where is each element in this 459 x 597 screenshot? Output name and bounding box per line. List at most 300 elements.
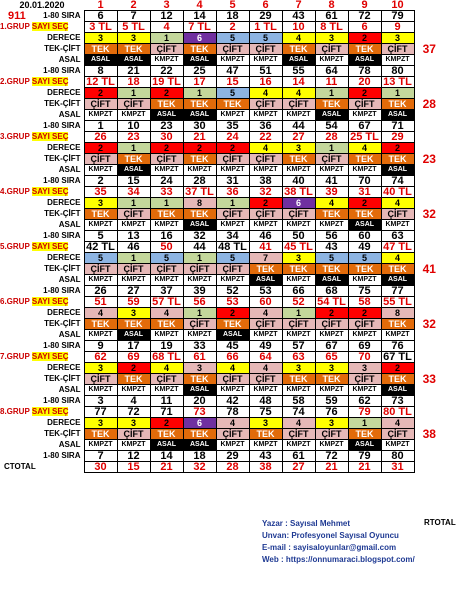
group-label xyxy=(0,407,84,418)
selected-number-cell: 36 xyxy=(216,187,249,198)
derece-cell: 1 xyxy=(348,418,381,429)
asal-cell: KMPZT xyxy=(84,440,117,451)
sayi-sec-tag: SAYI SEÇ xyxy=(31,352,69,361)
tek-cift-cell: ÇİFT xyxy=(216,429,249,440)
sira-cell: 61 xyxy=(315,11,348,22)
selected-number-cell: 13 TL xyxy=(381,77,414,88)
group-total: 33 xyxy=(422,372,436,386)
empty-cell xyxy=(414,407,444,418)
email-line[interactable]: E-mail : sayisaloyunlar@gmail.com xyxy=(262,543,397,552)
tek-cift-cell: TEK xyxy=(381,319,414,330)
derece-cell: 5 xyxy=(84,253,117,264)
tek-cift-cell: ÇİFT xyxy=(117,264,150,275)
selected-number-cell: 76 xyxy=(315,407,348,418)
selected-number-cell: 52 xyxy=(282,297,315,308)
selected-number-cell: 57 TL xyxy=(150,297,183,308)
sira-cell: 67 xyxy=(315,341,348,352)
sira-cell: 53 xyxy=(249,286,282,297)
sira-cell: 70 xyxy=(348,176,381,187)
derece-cell: 2 xyxy=(348,33,381,44)
sira-cell: 56 xyxy=(315,231,348,242)
column-number: 2 xyxy=(130,0,137,11)
author-footer xyxy=(262,518,458,566)
asal-cell: KMPZT xyxy=(249,110,282,121)
derece-cell: 3 xyxy=(249,418,282,429)
selected-number-cell: 66 xyxy=(216,352,249,363)
derece-row xyxy=(0,308,444,319)
asal-cell: KMPZT xyxy=(381,330,414,341)
sira-cell: 73 xyxy=(381,396,414,407)
column-number: 8 xyxy=(328,0,335,11)
tek-cift-cell: ÇİFT xyxy=(84,264,117,275)
asal-cell: KMPZT xyxy=(117,385,150,396)
sira-cell: 9 xyxy=(84,341,117,352)
derece-label: DERECE xyxy=(47,418,81,427)
asal-cell: KMPZT xyxy=(249,330,282,341)
tek-cift-cell: ÇİFT xyxy=(381,44,414,55)
derece-cell: 1 xyxy=(381,88,414,99)
selected-number-cell: 29 xyxy=(381,132,414,143)
asal-label: ASAL xyxy=(58,220,81,229)
web-line[interactable]: Web : https://onnumaraci.blogspot.com/ xyxy=(262,555,415,564)
derece-cell: 4 xyxy=(381,253,414,264)
tek-cift-cell: TEK xyxy=(150,209,183,220)
group-total: 23 xyxy=(422,152,436,166)
derece-cell: 4 xyxy=(249,143,282,154)
group-name: 4.GRUP xyxy=(0,187,30,196)
asal-label: ASAL xyxy=(58,55,81,64)
column-number: 9 xyxy=(361,0,368,11)
tek-cift-cell: TEK xyxy=(150,319,183,330)
tek-cift-label: TEK-ÇİFT xyxy=(44,99,81,108)
sira-cell: 29 xyxy=(216,451,249,462)
tek-cift-row xyxy=(0,44,444,55)
group-header-row xyxy=(0,407,444,418)
sira-cell: 79 xyxy=(381,11,414,22)
ctotal-cell: 27 xyxy=(282,462,315,473)
tek-cift-cell: TEK xyxy=(348,429,381,440)
tek-cift-cell: ÇİFT xyxy=(282,319,315,330)
header-row xyxy=(0,0,444,11)
tek-cift-label: TEK-ÇİFT xyxy=(44,154,81,163)
title-line: Unvan: Profesyonel Sayısal Oyuncu xyxy=(262,531,399,540)
sira-row xyxy=(0,396,444,407)
derece-cell: 2 xyxy=(348,308,381,319)
selected-number-cell: 26 xyxy=(84,132,117,143)
selected-number-cell: 16 xyxy=(249,77,282,88)
selected-number-cell: 7 TL xyxy=(183,22,216,33)
asal-cell: KMPZT xyxy=(315,385,348,396)
tek-cift-cell: TEK xyxy=(381,374,414,385)
derece-cell: 2 xyxy=(381,143,414,154)
asal-cell: KMPZT xyxy=(150,55,183,66)
derece-cell: 2 xyxy=(117,363,150,374)
group-name: 1.GRUP xyxy=(0,22,30,31)
tek-cift-cell: TEK xyxy=(183,209,216,220)
selected-number-cell: 37 TL xyxy=(183,187,216,198)
derece-cell: 2 xyxy=(249,198,282,209)
selected-number-cell: 4 xyxy=(150,22,183,33)
selected-number-cell: 47 TL xyxy=(381,242,414,253)
tek-cift-cell: TEK xyxy=(117,154,150,165)
date-label: 20.01.2020 xyxy=(19,0,65,11)
tek-cift-cell: TEK xyxy=(117,44,150,55)
selected-number-cell: 28 xyxy=(315,132,348,143)
asal-cell: KMPZT xyxy=(348,110,381,121)
tek-cift-cell: ÇİFT xyxy=(117,99,150,110)
sira-label: 1-80 SIRA xyxy=(43,11,81,20)
derece-cell: 2 xyxy=(216,143,249,154)
tek-cift-cell: TEK xyxy=(381,154,414,165)
derece-cell: 3 xyxy=(117,308,150,319)
tek-cift-label: TEK-ÇİFT xyxy=(44,374,81,383)
tek-cift-cell: ÇİFT xyxy=(216,44,249,55)
asal-cell: KMPZT xyxy=(315,330,348,341)
derece-cell: 2 xyxy=(84,143,117,154)
group-label xyxy=(0,352,84,363)
tek-cift-cell: TEK xyxy=(249,264,282,275)
tek-cift-row xyxy=(0,99,444,110)
sira-cell: 76 xyxy=(381,341,414,352)
column-number: 1 xyxy=(97,0,104,11)
derece-cell: 5 xyxy=(216,33,249,44)
tek-cift-cell: TEK xyxy=(183,154,216,165)
asal-label: ASAL xyxy=(58,440,81,449)
tek-cift-cell: TEK xyxy=(315,374,348,385)
selected-number-cell: 12 TL xyxy=(84,77,117,88)
sira-cell: 48 xyxy=(249,396,282,407)
tek-cift-cell: ÇİFT xyxy=(117,429,150,440)
tek-cift-label: TEK-ÇİFT xyxy=(44,44,81,53)
asal-cell: KMPZT xyxy=(150,385,183,396)
derece-cell: 3 xyxy=(315,363,348,374)
selected-number-cell: 64 xyxy=(249,352,282,363)
sira-cell: 68 xyxy=(315,286,348,297)
sayi-sec-tag: SAYI SEÇ xyxy=(31,132,69,141)
asal-cell: KMPZT xyxy=(282,165,315,176)
asal-cell: KMPZT xyxy=(282,385,315,396)
group-label xyxy=(0,242,84,253)
sira-label: 1-80 SIRA xyxy=(43,396,81,405)
derece-cell: 1 xyxy=(117,143,150,154)
sira-cell: 31 xyxy=(216,176,249,187)
selected-number-cell: 2 xyxy=(216,22,249,33)
selected-number-cell: 20 xyxy=(348,77,381,88)
tek-cift-label: TEK-ÇİFT xyxy=(44,429,81,438)
sira-cell: 35 xyxy=(216,121,249,132)
ctotal-label: CTOTAL xyxy=(4,462,36,471)
asal-cell: ASAL xyxy=(183,220,216,231)
asal-cell: KMPZT xyxy=(315,165,348,176)
derece-cell: 8 xyxy=(183,198,216,209)
derece-cell: 6 xyxy=(183,33,216,44)
asal-cell: KMPZT xyxy=(282,275,315,286)
sira-cell: 17 xyxy=(117,341,150,352)
sira-row xyxy=(0,451,444,462)
asal-label: ASAL xyxy=(58,330,81,339)
sira-cell: 63 xyxy=(381,231,414,242)
asal-row xyxy=(0,275,444,286)
selected-number-cell: 23 xyxy=(117,132,150,143)
derece-cell: 1 xyxy=(117,88,150,99)
derece-cell: 6 xyxy=(282,198,315,209)
sira-cell: 7 xyxy=(84,451,117,462)
selected-number-cell: 21 xyxy=(183,132,216,143)
sira-cell: 34 xyxy=(216,231,249,242)
sira-cell: 21 xyxy=(117,66,150,77)
asal-cell: KMPZT xyxy=(216,275,249,286)
selected-number-cell: 44 xyxy=(183,242,216,253)
asal-cell: KMPZT xyxy=(381,440,414,451)
derece-cell: 3 xyxy=(84,198,117,209)
derece-cell: 5 xyxy=(150,253,183,264)
tek-cift-cell: TEK xyxy=(249,429,282,440)
derece-cell: 5 xyxy=(348,253,381,264)
sira-cell: 61 xyxy=(282,451,315,462)
group-header-row xyxy=(0,22,444,33)
asal-row xyxy=(0,440,444,451)
selected-number-cell: 15 xyxy=(216,77,249,88)
derece-cell: 6 xyxy=(183,418,216,429)
tek-cift-cell: ÇİFT xyxy=(249,209,282,220)
group-name: 2.GRUP xyxy=(0,77,30,86)
tek-cift-cell: TEK xyxy=(216,99,249,110)
ctotal-cell: 21 xyxy=(315,462,348,473)
derece-cell: 4 xyxy=(381,418,414,429)
sira-cell: 66 xyxy=(282,286,315,297)
asal-cell: KMPZT xyxy=(381,55,414,66)
derece-cell: 1 xyxy=(315,143,348,154)
group-label xyxy=(0,297,84,308)
asal-cell: ASAL xyxy=(183,55,216,66)
selected-number-cell: 70 xyxy=(348,352,381,363)
asal-cell: KMPZT xyxy=(84,165,117,176)
sira-cell: 3 xyxy=(84,396,117,407)
asal-cell: KMPZT xyxy=(183,165,216,176)
tek-cift-label: TEK-ÇİFT xyxy=(44,209,81,218)
asal-cell: KMPZT xyxy=(84,385,117,396)
derece-cell: 1 xyxy=(216,198,249,209)
asal-cell: KMPZT xyxy=(282,330,315,341)
selected-number-cell: 60 xyxy=(249,297,282,308)
tek-cift-cell: TEK xyxy=(282,374,315,385)
tek-cift-cell: ÇİFT xyxy=(84,154,117,165)
selected-number-cell: 10 xyxy=(282,22,315,33)
asal-cell: ASAL xyxy=(150,440,183,451)
group-name: 8.GRUP xyxy=(0,407,30,416)
top-sira-row xyxy=(0,11,444,22)
sayi-sec-tag: SAYI SEÇ xyxy=(31,187,69,196)
tek-cift-label: TEK-ÇİFT xyxy=(44,264,81,273)
sira-cell: 80 xyxy=(381,66,414,77)
asal-cell: ASAL xyxy=(348,55,381,66)
tek-cift-cell: ÇİFT xyxy=(348,319,381,330)
column-number: 4 xyxy=(196,0,203,11)
selected-number-cell: 17 xyxy=(183,77,216,88)
sira-cell: 12 xyxy=(150,11,183,22)
sira-cell: 77 xyxy=(381,286,414,297)
asal-cell: KMPZT xyxy=(216,220,249,231)
derece-label: DERECE xyxy=(47,143,81,152)
asal-label: ASAL xyxy=(58,110,81,119)
tek-cift-cell: TEK xyxy=(183,44,216,55)
asal-cell: KMPZT xyxy=(117,220,150,231)
derece-cell: 1 xyxy=(315,88,348,99)
tek-cift-cell: TEK xyxy=(348,264,381,275)
selected-number-cell: 75 xyxy=(249,407,282,418)
tek-cift-cell: ÇİFT xyxy=(183,264,216,275)
selected-number-cell: 50 xyxy=(150,242,183,253)
selected-number-cell: 3 TL xyxy=(84,22,117,33)
empty-cell xyxy=(414,396,444,407)
selected-number-cell: 51 xyxy=(84,297,117,308)
sayi-sec-tag: SAYI SEÇ xyxy=(31,77,69,86)
asal-cell: ASAL xyxy=(183,110,216,121)
selected-number-cell: 22 xyxy=(249,132,282,143)
sira-cell: 45 xyxy=(216,341,249,352)
selected-number-cell: 14 xyxy=(282,77,315,88)
selected-number-cell: 78 xyxy=(216,407,249,418)
sira-cell: 44 xyxy=(282,121,315,132)
selected-number-cell: 54 TL xyxy=(315,297,348,308)
empty-cell xyxy=(414,22,444,33)
asal-row xyxy=(0,385,444,396)
selected-number-cell: 43 xyxy=(315,242,348,253)
tek-cift-cell: TEK xyxy=(348,209,381,220)
sira-cell: 23 xyxy=(150,121,183,132)
rtotal-label: RTOTAL xyxy=(424,518,456,527)
tek-cift-cell: ÇİFT xyxy=(282,209,315,220)
sira-cell: 75 xyxy=(348,286,381,297)
empty-cell xyxy=(414,341,444,352)
selected-number-cell: 41 xyxy=(249,242,282,253)
ctotal-cell: 21 xyxy=(150,462,183,473)
ctotal-cell: 28 xyxy=(216,462,249,473)
asal-cell: ASAL xyxy=(117,330,150,341)
derece-cell: 5 xyxy=(315,253,348,264)
sira-cell: 41 xyxy=(315,176,348,187)
sira-cell: 59 xyxy=(315,396,348,407)
derece-cell: 4 xyxy=(150,308,183,319)
asal-cell: KMPZT xyxy=(315,55,348,66)
derece-cell: 1 xyxy=(282,308,315,319)
asal-cell: KMPZT xyxy=(348,385,381,396)
empty-cell xyxy=(414,176,444,187)
ctotal-row xyxy=(0,462,444,473)
group-total: 37 xyxy=(422,42,436,56)
tek-cift-cell: ÇİFT xyxy=(216,374,249,385)
tek-cift-cell: ÇİFT xyxy=(150,154,183,165)
selected-number-cell: 69 xyxy=(117,352,150,363)
selected-number-cell: 38 TL xyxy=(282,187,315,198)
selected-number-cell: 19 TL xyxy=(150,77,183,88)
derece-cell: 2 xyxy=(348,198,381,209)
column-number: 7 xyxy=(295,0,302,11)
asal-cell: KMPZT xyxy=(150,275,183,286)
selected-number-cell: 55 TL xyxy=(381,297,414,308)
asal-cell: KMPZT xyxy=(216,55,249,66)
derece-cell: 4 xyxy=(315,198,348,209)
sira-cell: 74 xyxy=(381,176,414,187)
tek-cift-cell: TEK xyxy=(216,319,249,330)
tek-cift-cell: ÇİFT xyxy=(249,154,282,165)
column-number: 10 xyxy=(391,0,404,11)
sira-row xyxy=(0,66,444,77)
asal-cell: ASAL xyxy=(282,55,315,66)
sira-cell: 79 xyxy=(348,451,381,462)
sira-label: 1-80 SIRA xyxy=(43,176,81,185)
asal-cell: ASAL xyxy=(348,220,381,231)
derece-cell: 4 xyxy=(249,88,282,99)
sira-cell: 60 xyxy=(348,231,381,242)
asal-cell: KMPZT xyxy=(249,440,282,451)
asal-cell: KMPZT xyxy=(183,330,216,341)
sira-cell: 18 xyxy=(216,11,249,22)
asal-row xyxy=(0,110,444,121)
derece-label: DERECE xyxy=(47,308,81,317)
tek-cift-cell: ÇİFT xyxy=(84,99,117,110)
asal-row xyxy=(0,330,444,341)
selected-number-cell: 79 xyxy=(348,407,381,418)
sira-cell: 18 xyxy=(183,451,216,462)
tek-cift-cell: TEK xyxy=(282,44,315,55)
sira-cell: 1 xyxy=(84,121,117,132)
derece-cell: 2 xyxy=(150,88,183,99)
sira-cell: 38 xyxy=(249,176,282,187)
asal-cell: ASAL xyxy=(381,110,414,121)
derece-cell: 2 xyxy=(150,143,183,154)
sira-cell: 6 xyxy=(84,11,117,22)
asal-cell: KMPZT xyxy=(84,330,117,341)
asal-cell: KMPZT xyxy=(216,110,249,121)
selected-number-cell: 30 xyxy=(150,132,183,143)
asal-cell: KMPZT xyxy=(282,110,315,121)
tek-cift-cell: TEK xyxy=(282,264,315,275)
selected-number-cell: 31 xyxy=(348,187,381,198)
sira-cell: 30 xyxy=(183,121,216,132)
ctotal-cell: 31 xyxy=(381,462,414,473)
sira-cell: 49 xyxy=(249,341,282,352)
derece-row xyxy=(0,198,444,209)
derece-cell: 1 xyxy=(183,253,216,264)
selected-number-cell: 1 TL xyxy=(249,22,282,33)
sira-cell: 20 xyxy=(183,396,216,407)
derece-cell: 2 xyxy=(84,88,117,99)
asal-label: ASAL xyxy=(58,275,81,284)
empty-cell xyxy=(414,352,444,363)
tek-cift-cell: ÇİFT xyxy=(315,429,348,440)
derece-cell: 8 xyxy=(381,308,414,319)
derece-cell: 2 xyxy=(150,418,183,429)
selected-number-cell: 63 xyxy=(282,352,315,363)
derece-cell: 1 xyxy=(183,88,216,99)
group-total: 28 xyxy=(422,97,436,111)
asal-row xyxy=(0,165,444,176)
asal-cell: KMPZT xyxy=(150,165,183,176)
derece-cell: 5 xyxy=(216,88,249,99)
asal-cell: KMPZT xyxy=(348,165,381,176)
tek-cift-cell: TEK xyxy=(150,99,183,110)
selected-number-cell: 32 xyxy=(249,187,282,198)
selected-number-cell: 48 TL xyxy=(216,242,249,253)
sira-cell: 33 xyxy=(183,341,216,352)
sira-cell: 80 xyxy=(381,451,414,462)
derece-label: DERECE xyxy=(47,253,81,262)
asal-cell: ASAL xyxy=(183,385,216,396)
column-number: 6 xyxy=(262,0,269,11)
selected-number-cell: 65 xyxy=(315,352,348,363)
derece-cell: 3 xyxy=(381,33,414,44)
